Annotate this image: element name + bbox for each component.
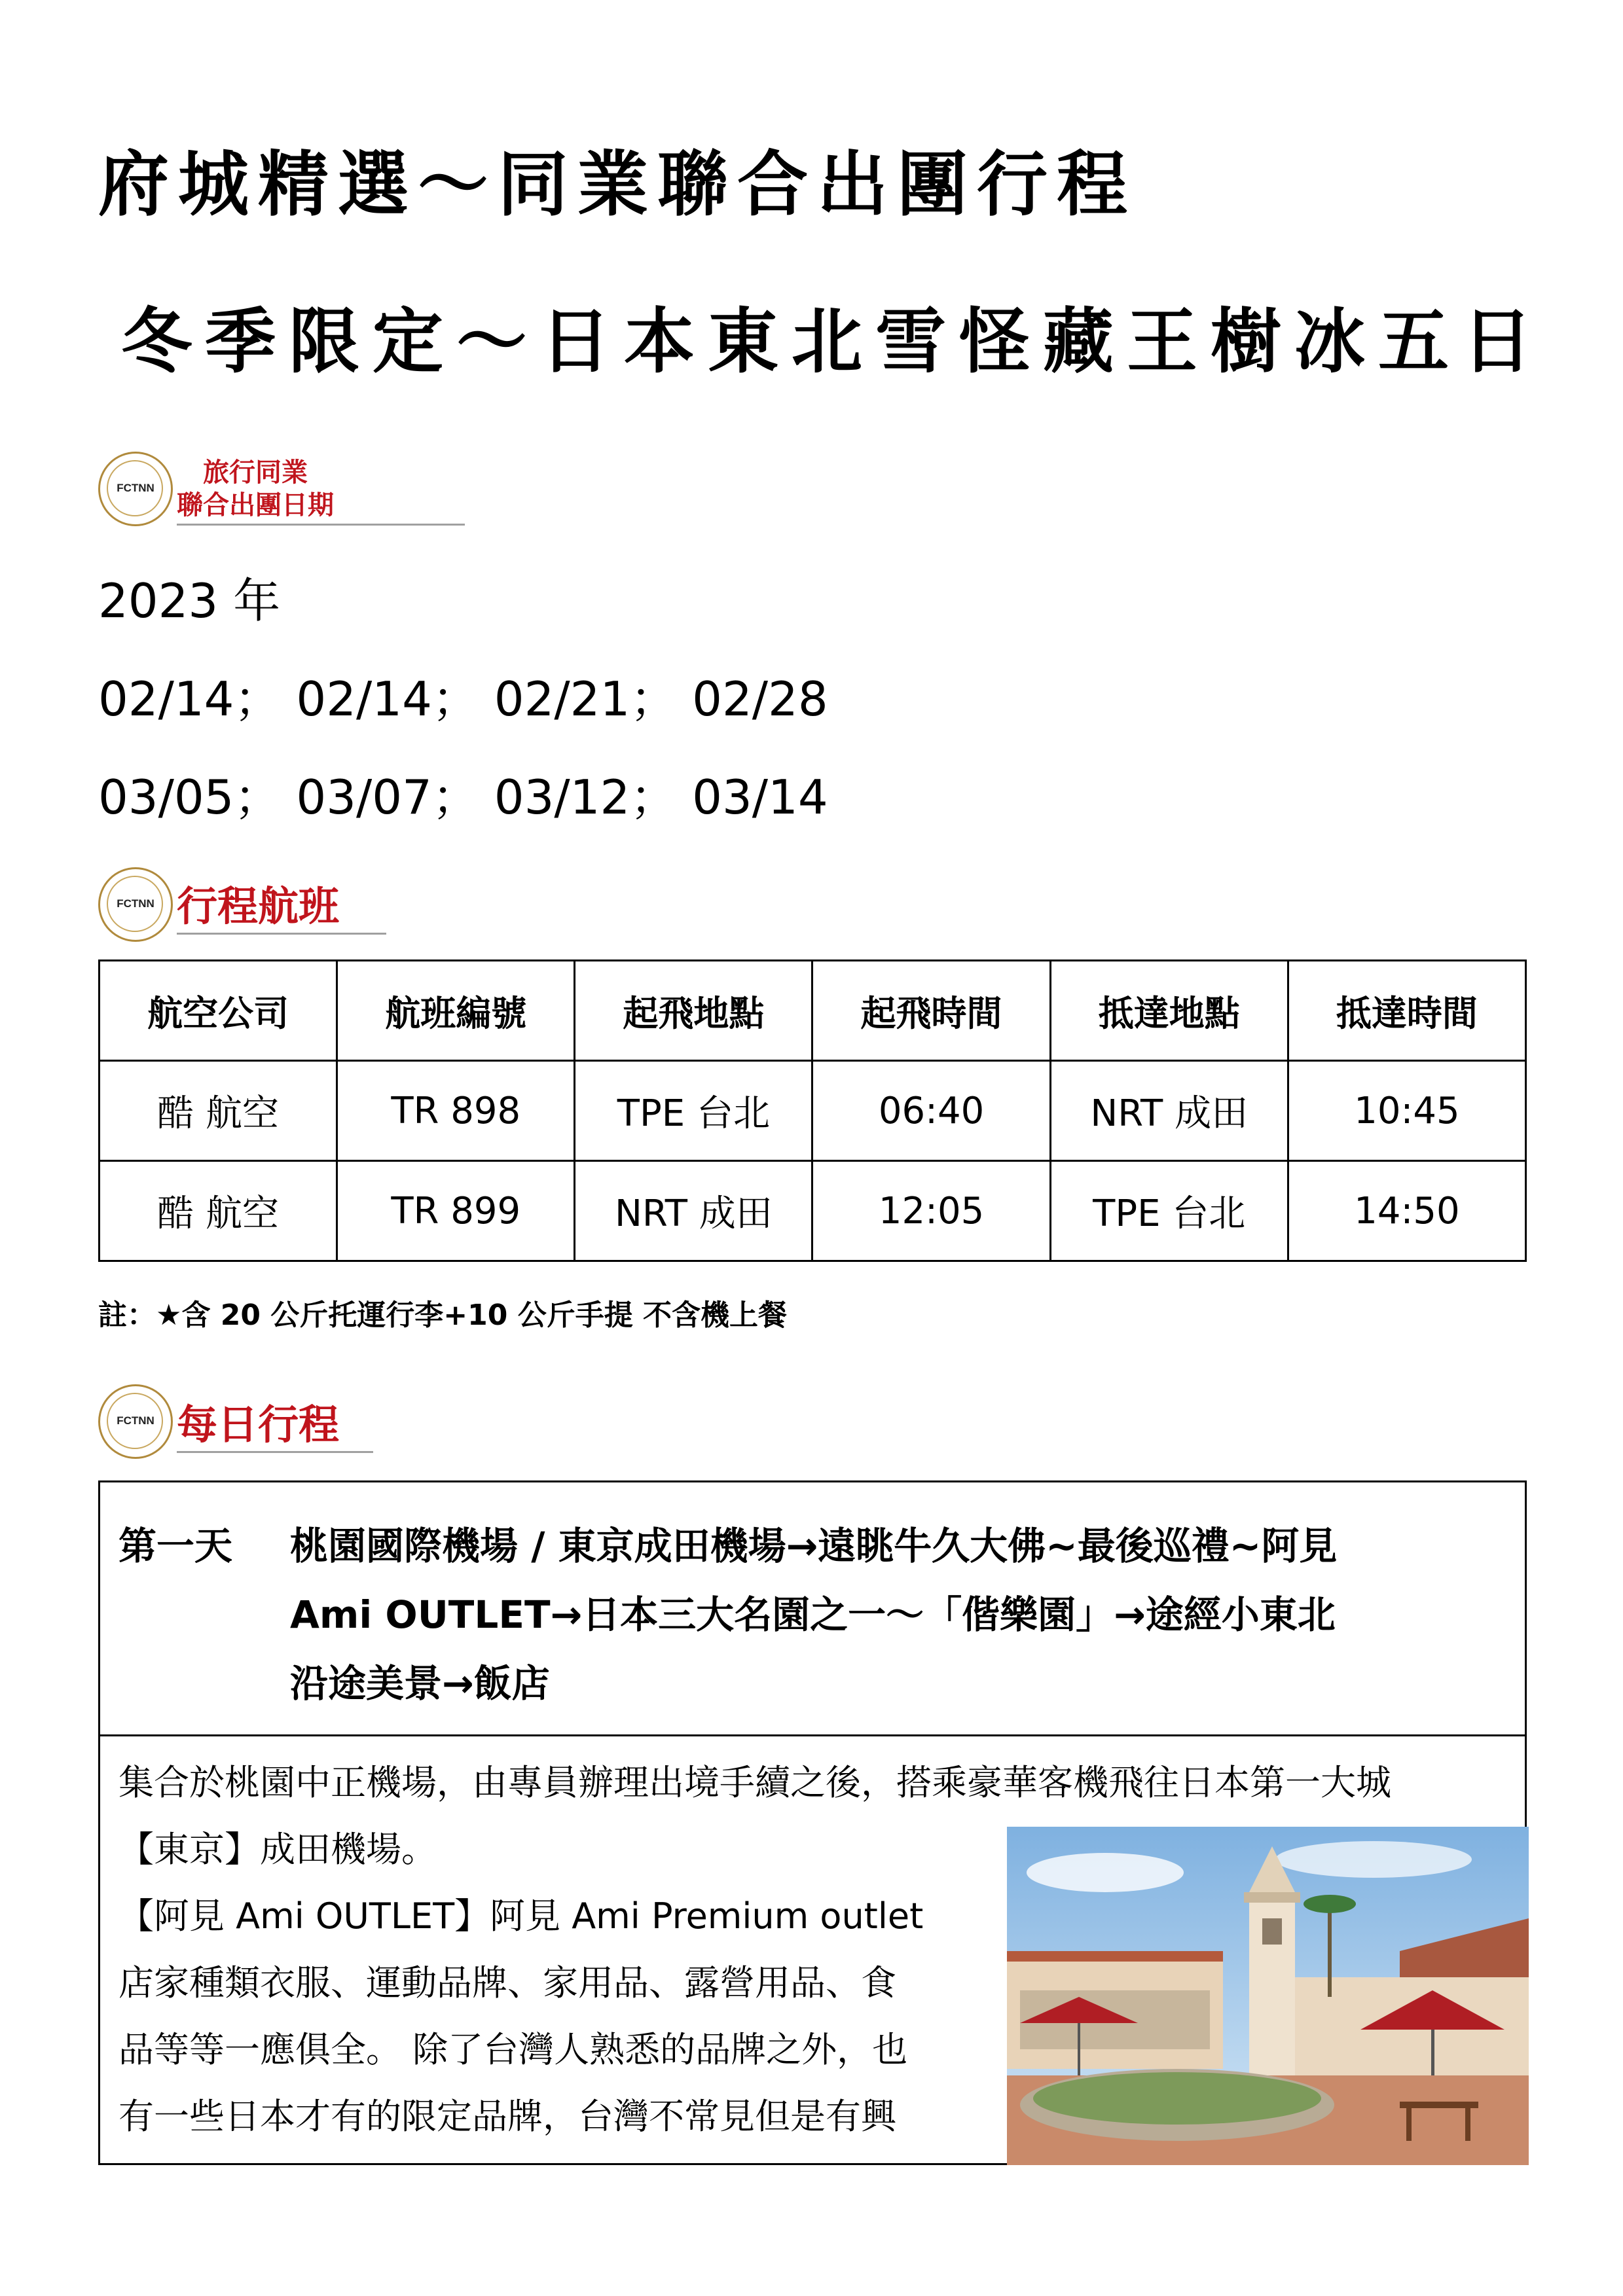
itinerary-heading	[100, 1482, 1525, 1736]
tour-title: 冬季限定～日本東北雪怪藏王樹冰五日	[121, 300, 1546, 383]
airline-cell: 酷 航空	[100, 1161, 337, 1261]
description-line: 品等等一應俱全。 除了台灣人熟悉的品牌之外，也	[119, 2029, 908, 2070]
flights-table	[98, 960, 1527, 1262]
arrival-place-cell: NRT 成田	[1050, 1061, 1288, 1161]
arrival-time-cell: 14:50	[1288, 1161, 1525, 1261]
document-title: 府城精選～同業聯合出團行程	[98, 143, 1137, 226]
description-line: 【阿見 Ami OUTLET】阿見 Ami Premium outlet	[119, 1895, 924, 1937]
airline-cell: 酷 航空	[100, 1061, 337, 1161]
divider	[177, 524, 465, 526]
departure-time-cell: 12:05	[812, 1161, 1050, 1261]
table-header-row	[100, 961, 1526, 1061]
column-header: 起飛時間	[812, 961, 1050, 1061]
description-line: 集合於桃園中正機場，由專員辦理出境手續之後，搭乘豪華客機飛往日本第一大城	[119, 1762, 1391, 1803]
divider	[177, 933, 386, 935]
agency-logo-icon: FCTNN	[98, 867, 173, 942]
column-header: 起飛地點	[575, 961, 812, 1061]
column-header: 航班編號	[337, 961, 575, 1061]
table-row	[100, 1161, 1526, 1261]
route-line: 沿途美景→飯店	[290, 1661, 550, 1706]
route-line: 桃園國際機場 / 東京成田機場→遠眺牛久大佛~最後巡禮~阿見	[290, 1524, 1338, 1568]
table-row	[100, 1061, 1526, 1161]
dates-section-header	[98, 445, 491, 530]
arrival-place-cell: TPE 台北	[1050, 1161, 1288, 1261]
column-header: 抵達地點	[1050, 961, 1288, 1061]
itinerary-day-1	[98, 1480, 1527, 2165]
day-label: 第一天	[119, 1524, 233, 1568]
departure-place-cell: TPE 台北	[575, 1061, 812, 1161]
route-line: Ami OUTLET→日本三大名園之一～「偕樂園」→途經小東北	[290, 1592, 1336, 1637]
divider	[177, 1451, 373, 1453]
agency-logo-icon: FCTNN	[98, 1384, 173, 1459]
departure-place-cell: NRT 成田	[575, 1161, 812, 1261]
agency-logo-icon: FCTNN	[98, 452, 173, 526]
dates-row-march: 03/05； 03/07； 03/12； 03/14	[98, 770, 828, 825]
flight-number-cell: TR 898	[337, 1061, 575, 1161]
flight-number-cell: TR 899	[337, 1161, 575, 1261]
departure-time-cell: 06:40	[812, 1061, 1050, 1161]
description-line: 有一些日本才有的限定品牌，台灣不常見但是有興	[119, 2096, 896, 2137]
flights-header-title: 行程航班	[177, 882, 340, 930]
description-line: 【東京】成田機場。	[119, 1829, 437, 1870]
daily-section-header	[98, 1378, 491, 1463]
dates-header-line2: 聯合出團日期	[177, 490, 334, 520]
column-header: 抵達時間	[1288, 961, 1525, 1061]
year-label: 2023 年	[98, 573, 281, 628]
arrival-time-cell: 10:45	[1288, 1061, 1525, 1161]
outlet-photo	[1007, 1827, 1529, 2165]
baggage-note: 註：★含 20 公斤托運行李+10 公斤手提 不含機上餐	[98, 1299, 788, 1332]
description-line: 店家種類衣服、運動品牌、家用品、露營用品、食	[119, 1962, 896, 2003]
dates-header-line1: 旅行同業	[203, 457, 308, 488]
daily-header-title: 每日行程	[177, 1401, 340, 1448]
dates-row-february: 02/14； 02/14； 02/21； 02/28	[98, 672, 828, 726]
flights-section-header	[98, 861, 491, 946]
column-header: 航空公司	[100, 961, 337, 1061]
